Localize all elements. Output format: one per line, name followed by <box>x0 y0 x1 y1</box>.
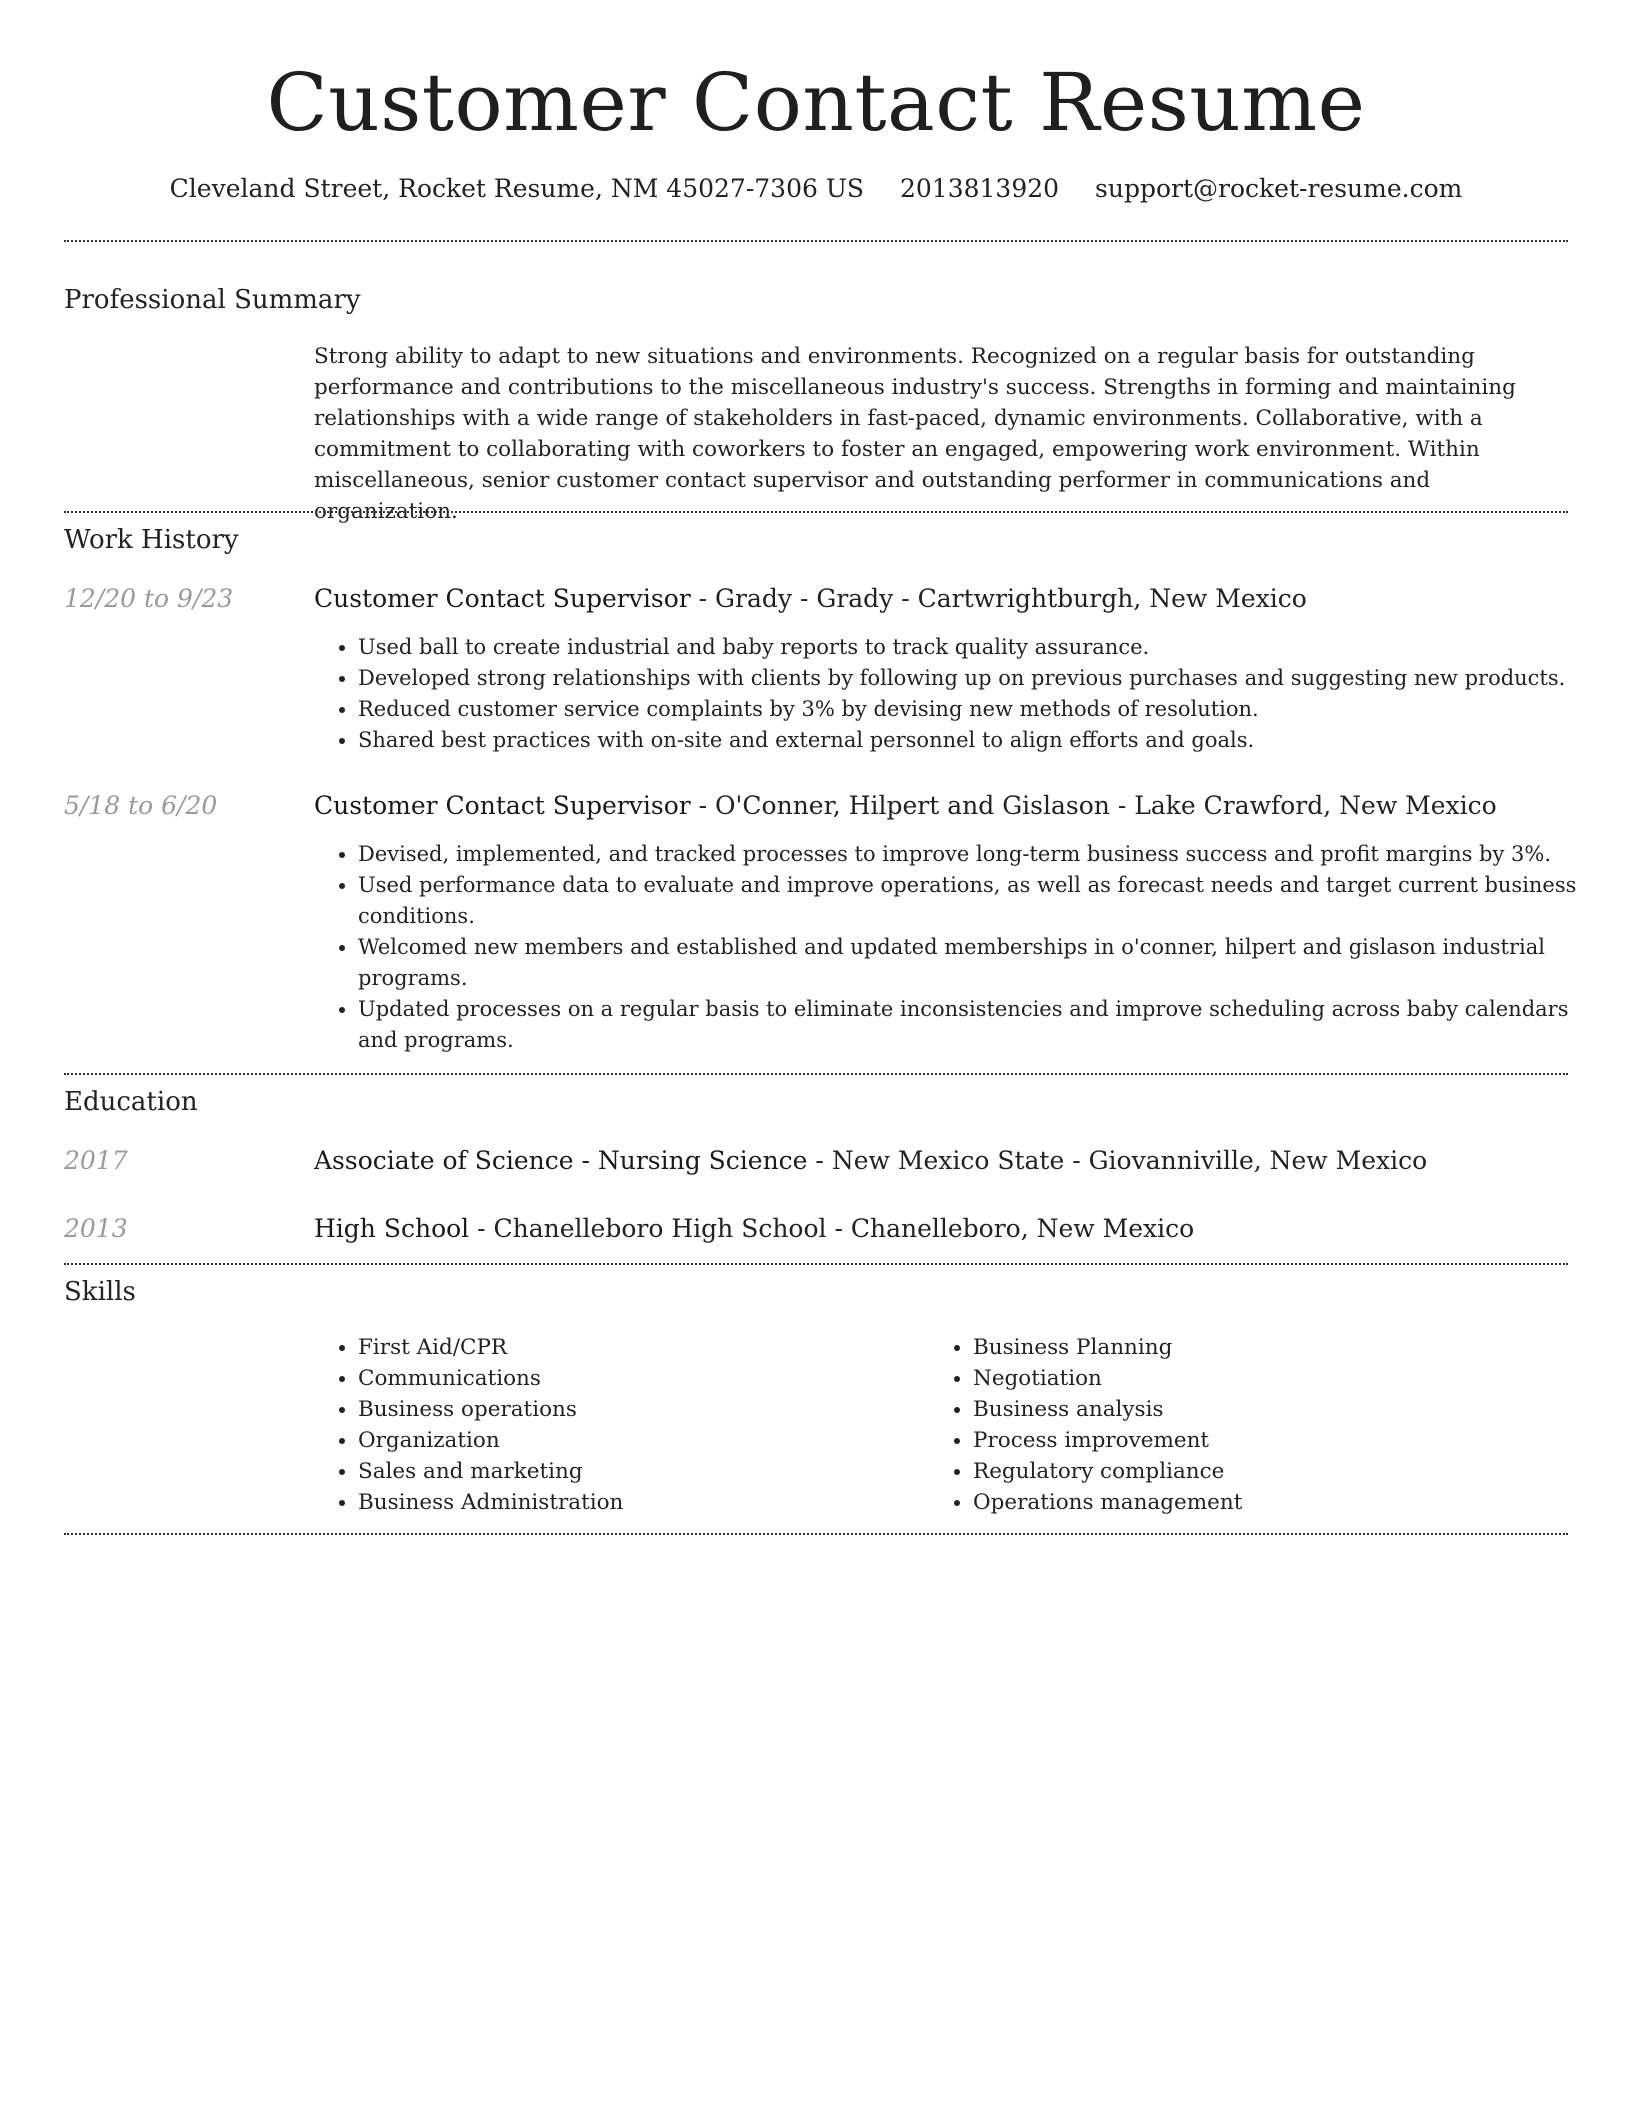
skill-item: • Business Planning <box>973 1332 1573 1363</box>
contact-line <box>0 170 1632 208</box>
divider <box>64 240 1568 242</box>
contact-email[interactable]: support@rocket-resume.com <box>1095 174 1463 203</box>
contact-address: Cleveland Street, Rocket Resume, NM 45027-7306 US <box>169 174 865 203</box>
job-bullet: • Updated processes on a regular basis to eliminate inconsistencies and improve scheduling across baby calendars and programs. <box>358 994 1614 1056</box>
education-heading <box>314 1211 1570 1247</box>
divider <box>64 1533 1568 1535</box>
divider <box>64 511 1568 513</box>
section-title-education: Education <box>64 1087 198 1117</box>
skill-item: • Sales and marketing <box>358 1456 928 1487</box>
section-title-skills: Skills <box>64 1277 136 1307</box>
skill-item: • Business analysis <box>973 1394 1573 1425</box>
divider <box>64 1073 1568 1075</box>
contact-phone: 2013813920 <box>900 174 1060 203</box>
skill-item: • Business Administration <box>358 1487 928 1518</box>
job-bullet: • Welcomed new members and established and updated memberships in o'conner, hilpert and gislason industrial programs. <box>358 932 1614 994</box>
job-heading <box>314 788 1570 824</box>
education-year: 2013 <box>64 1214 128 1243</box>
job-dates: 12/20 to 9/23 <box>64 584 234 613</box>
job-dates: 5/18 to 6/20 <box>64 791 218 820</box>
education-heading <box>314 1143 1570 1179</box>
job-bullet: • Used performance data to evaluate and improve operations, as well as forecast needs and target current business conditions. <box>358 870 1614 932</box>
skill-item: • Operations management <box>973 1487 1573 1518</box>
skills-list-left <box>314 1332 928 1518</box>
job-bullets <box>314 632 1614 756</box>
education-degree: Associate of Science - Nursing Science <box>314 1146 808 1175</box>
job-bullet: • Shared best practices with on-site and external personnel to align efforts and goals. <box>358 725 1614 756</box>
job-details: - Grady - Grady - Cartwrightburgh, New Mexico <box>690 584 1307 613</box>
skill-item: • Negotiation <box>973 1363 1573 1394</box>
resume-title: Customer Contact Resume <box>266 56 1366 149</box>
job-role: Customer Contact Supervisor <box>314 791 691 820</box>
skill-item: • First Aid/CPR <box>358 1332 928 1363</box>
skill-item: • Communications <box>358 1363 928 1394</box>
job-heading <box>314 581 1570 617</box>
divider <box>64 1263 1568 1265</box>
skill-item: • Business operations <box>358 1394 928 1425</box>
job-bullet: • Devised, implemented, and tracked processes to improve long-term business success and profit margins by 3%. <box>358 839 1614 870</box>
education-details: - Chanelleboro High School - Chanelleboro, New Mexico <box>469 1214 1195 1243</box>
skills-list-right <box>929 1332 1573 1518</box>
education-degree: High School <box>314 1214 470 1243</box>
skill-item: • Regulatory compliance <box>973 1456 1573 1487</box>
job-details: - O'Conner, Hilpert and Gislason - Lake Crawford, New Mexico <box>690 791 1497 820</box>
section-title-summary: Professional Summary <box>64 285 361 315</box>
education-year: 2017 <box>64 1146 128 1175</box>
education-details: - New Mexico State - Giovanniville, New Mexico <box>807 1146 1428 1175</box>
summary-text: Strong ability to adapt to new situations and environments. Recognized on a regular basis for outstanding performance and contributions to the miscellaneous industry's success. Strengths in forming and maintaining relationships with a wide range of stakeholders in fast-paced, dynamic environments. Collaborative, with a commitment to collaborating with coworkers to foster an engaged, empowering work environment. Within miscellaneous, senior customer contact supervisor and outstanding performer in communications and organization. <box>314 344 1516 524</box>
job-role: Customer Contact Supervisor <box>314 584 691 613</box>
skill-item: • Process improvement <box>973 1425 1573 1456</box>
section-title-work-history: Work History <box>64 525 239 555</box>
job-bullet: • Used ball to create industrial and baby reports to track quality assurance. <box>358 632 1614 663</box>
job-bullet: • Reduced customer service complaints by 3% by devising new methods of resolution. <box>358 694 1614 725</box>
skill-item: • Organization <box>358 1425 928 1456</box>
job-bullets <box>314 839 1614 1056</box>
job-bullet: • Developed strong relationships with clients by following up on previous purchases and suggesting new products. <box>358 663 1614 694</box>
